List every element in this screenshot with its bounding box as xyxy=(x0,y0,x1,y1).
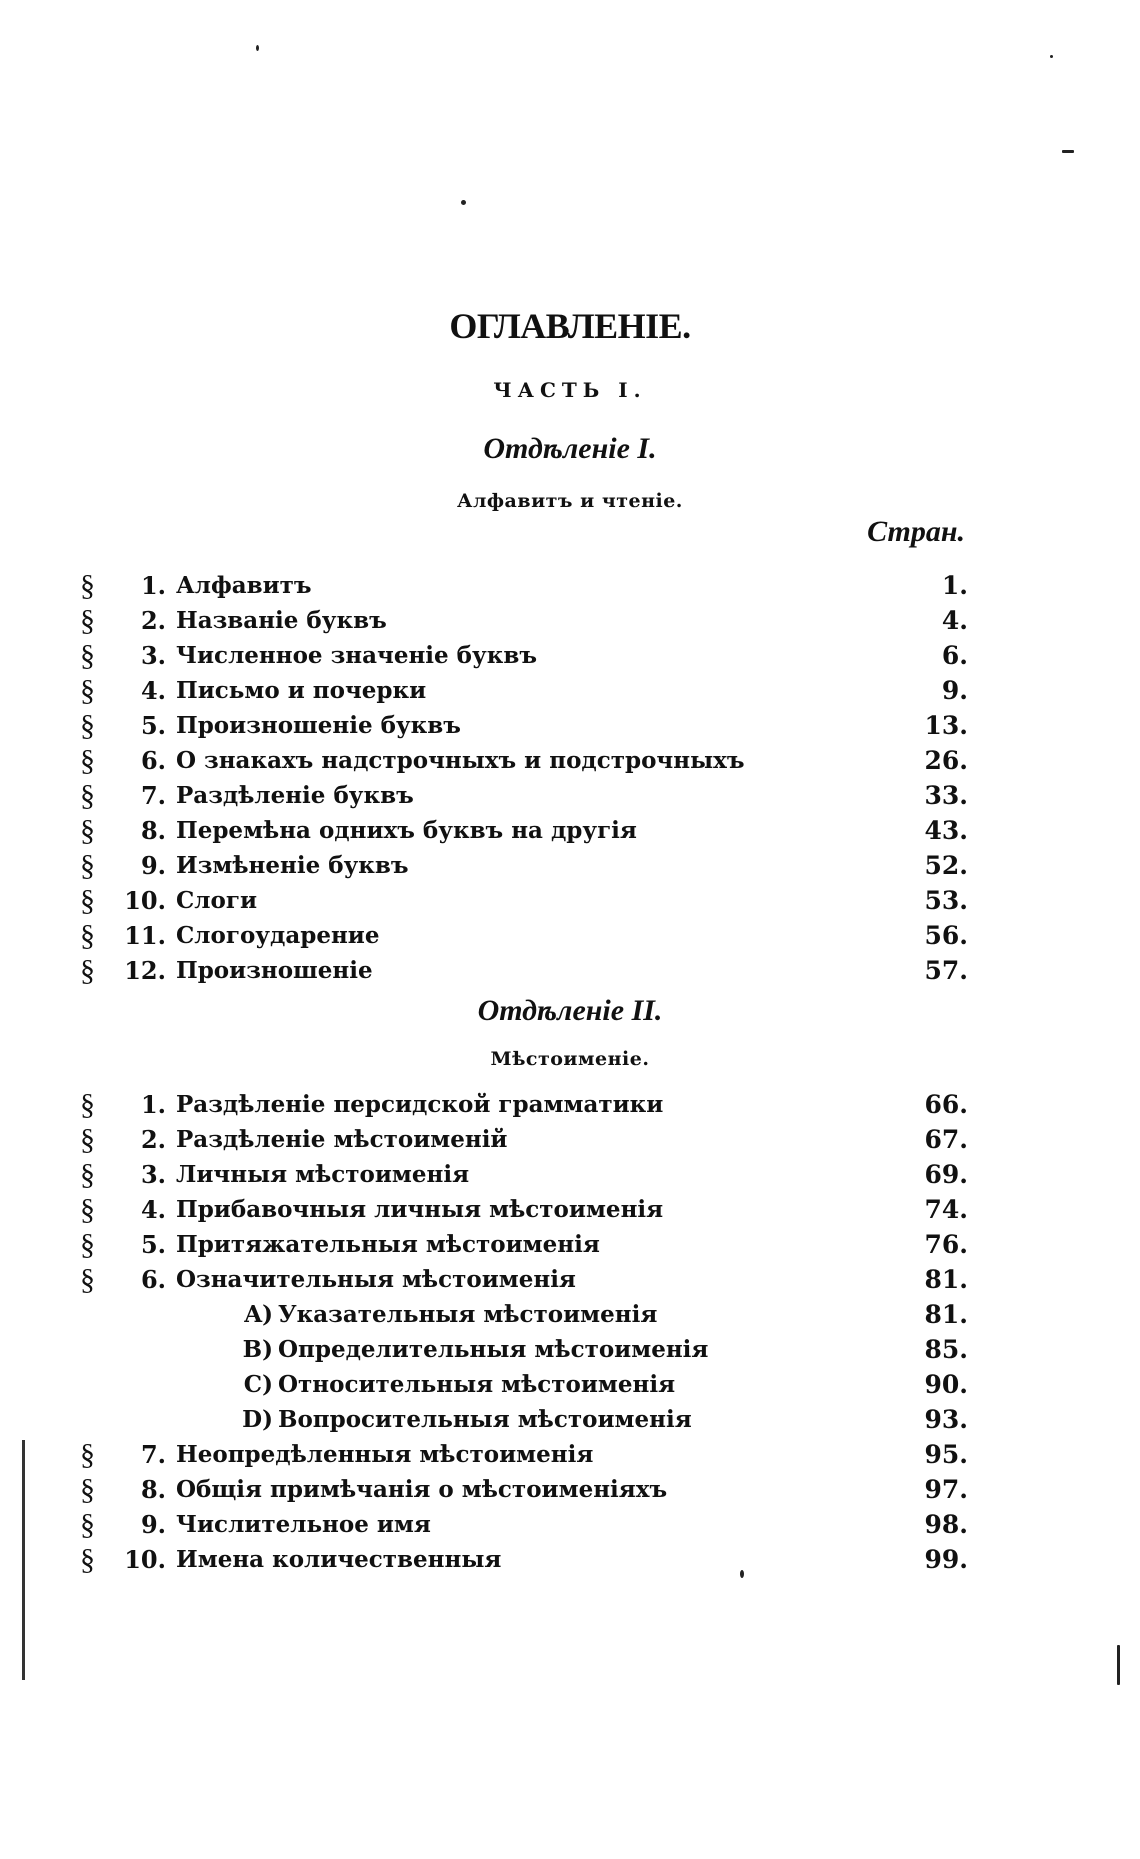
scan-speck xyxy=(740,1570,744,1578)
entry-title: Раздѣленіе буквъ xyxy=(176,782,414,809)
entry-number: 8. xyxy=(140,1475,166,1504)
toc-entry xyxy=(0,1262,1140,1297)
entry-title: Произношеніе xyxy=(176,957,373,984)
entry-title: Раздѣленіе персидской грамматики xyxy=(176,1091,664,1118)
scan-speck xyxy=(1062,150,1074,153)
page-title: ОГЛАВЛЕНІЕ. xyxy=(449,306,691,346)
entry-page-number: 81. xyxy=(924,1265,968,1294)
division-1-heading: Отдѣленіе I. xyxy=(483,432,657,465)
entry-number: 1. xyxy=(140,571,166,600)
scan-speck xyxy=(256,45,259,51)
toc-entry xyxy=(0,1402,1140,1437)
entry-title: Имена количественныя xyxy=(176,1546,502,1573)
entry-page-number: 13. xyxy=(924,711,968,740)
entry-page-number: 52. xyxy=(924,851,968,880)
section-sign: § xyxy=(80,814,95,847)
entry-number: 3. xyxy=(140,641,166,670)
toc-entry xyxy=(0,953,1140,988)
scan-speck xyxy=(1050,55,1053,58)
entry-page-number: 4. xyxy=(941,606,968,635)
toc-entry xyxy=(0,883,1140,918)
toc-entry xyxy=(0,1227,1140,1262)
entry-title: Числительное имя xyxy=(176,1511,431,1538)
entry-page-number: 95. xyxy=(924,1440,968,1469)
section-sign: § xyxy=(80,1123,95,1156)
subsection-letter: A) xyxy=(244,1301,273,1328)
entry-title: Названіе буквъ xyxy=(176,607,387,634)
section-sign: § xyxy=(80,1543,95,1576)
toc-entry xyxy=(0,918,1140,953)
entry-title: Общія примѣчанія о мѣстоименіяхъ xyxy=(176,1476,668,1503)
entry-title: Определительныя мѣстоименія xyxy=(278,1336,709,1363)
toc-entry xyxy=(0,603,1140,638)
toc-entry xyxy=(0,673,1140,708)
section-sign: § xyxy=(80,1193,95,1226)
entry-page-number: 26. xyxy=(924,746,968,775)
toc-entry xyxy=(0,1192,1140,1227)
entry-number: 1. xyxy=(140,1090,166,1119)
section-sign: § xyxy=(80,569,95,602)
entry-page-number: 93. xyxy=(924,1405,968,1434)
entry-title: Указательныя мѣстоименія xyxy=(278,1301,658,1328)
entry-title: Измѣненіе буквъ xyxy=(176,852,409,879)
entry-page-number: 67. xyxy=(924,1125,968,1154)
entry-number: 2. xyxy=(140,1125,166,1154)
entry-title: Вопросительныя мѣстоименія xyxy=(278,1406,692,1433)
toc-entry xyxy=(0,743,1140,778)
entry-page-number: 97. xyxy=(924,1475,968,1504)
section-sign: § xyxy=(80,1228,95,1261)
toc-entry xyxy=(0,813,1140,848)
entry-page-number: 57. xyxy=(924,956,968,985)
entry-title: Личныя мѣстоименія xyxy=(176,1161,470,1188)
division-2-subject: Мѣстоименіе. xyxy=(490,1048,650,1070)
subsection-letter: D) xyxy=(242,1406,273,1433)
section-sign: § xyxy=(80,604,95,637)
entry-title: Означительныя мѣстоименія xyxy=(176,1266,576,1293)
entry-title: Произношеніе буквъ xyxy=(176,712,461,739)
entry-number: 7. xyxy=(140,1440,166,1469)
entry-title: Прибавочныя личныя мѣстоименія xyxy=(176,1196,664,1223)
entry-page-number: 81. xyxy=(924,1300,968,1329)
toc-entry xyxy=(0,638,1140,673)
toc-entry xyxy=(0,778,1140,813)
section-sign: § xyxy=(80,919,95,952)
toc-entry xyxy=(0,1437,1140,1472)
section-sign: § xyxy=(80,1088,95,1121)
scan-speck xyxy=(1117,1645,1120,1685)
entry-number: 4. xyxy=(140,1195,166,1224)
entry-page-number: 1. xyxy=(941,571,968,600)
entry-page-number: 69. xyxy=(924,1160,968,1189)
entry-number: 10. xyxy=(124,886,166,915)
entry-number: 8. xyxy=(140,816,166,845)
entry-page-number: 6. xyxy=(941,641,968,670)
toc-entry xyxy=(0,1297,1140,1332)
division-1-subject: Алфавитъ и чтеніе. xyxy=(457,490,683,512)
toc-entry xyxy=(0,1332,1140,1367)
toc-entry xyxy=(0,1122,1140,1157)
entry-title: Письмо и почерки xyxy=(176,677,427,704)
toc-entry xyxy=(0,1542,1140,1577)
section-sign: § xyxy=(80,674,95,707)
entry-title: Притяжательныя мѣстоименія xyxy=(176,1231,600,1258)
entry-page-number: 33. xyxy=(924,781,968,810)
section-sign: § xyxy=(80,1263,95,1296)
entry-title: О знакахъ надстрочныхъ и подстрочныхъ xyxy=(176,747,745,774)
entry-number: 4. xyxy=(140,676,166,705)
division-2-toc xyxy=(0,1087,1140,1577)
subsection-letter: B) xyxy=(242,1336,273,1363)
section-sign: § xyxy=(80,954,95,987)
entry-title: Слогоударение xyxy=(176,922,380,949)
entry-page-number: 43. xyxy=(924,816,968,845)
subsection-letter: C) xyxy=(243,1371,273,1398)
entry-number: 5. xyxy=(140,1230,166,1259)
entry-title: Алфавитъ xyxy=(176,572,312,599)
entry-title: Неопредѣленныя мѣстоименія xyxy=(176,1441,594,1468)
section-sign: § xyxy=(80,744,95,777)
entry-title: Перемѣна однихъ буквъ на другія xyxy=(176,817,637,844)
scan-edge-line xyxy=(22,1440,25,1680)
entry-page-number: 98. xyxy=(924,1510,968,1539)
toc-entry xyxy=(0,1367,1140,1402)
entry-title: Численное значеніе буквъ xyxy=(176,642,537,669)
division-1-toc xyxy=(0,568,1140,988)
entry-page-number: 90. xyxy=(924,1370,968,1399)
toc-entry xyxy=(0,1507,1140,1542)
section-sign: § xyxy=(80,779,95,812)
entry-number: 9. xyxy=(140,1510,166,1539)
entry-title: Слоги xyxy=(176,887,258,914)
entry-number: 6. xyxy=(140,746,166,775)
entry-page-number: 9. xyxy=(941,676,968,705)
entry-number: 2. xyxy=(140,606,166,635)
entry-number: 9. xyxy=(140,851,166,880)
entry-number: 10. xyxy=(124,1545,166,1574)
part-heading: ЧАСТЬ I. xyxy=(493,378,647,402)
entry-number: 11. xyxy=(124,921,166,950)
division-2-heading: Отдѣленіе II. xyxy=(477,994,663,1027)
entry-number: 3. xyxy=(140,1160,166,1189)
entry-page-number: 85. xyxy=(924,1335,968,1364)
entry-page-number: 99. xyxy=(924,1545,968,1574)
scan-speck xyxy=(461,200,466,205)
entry-page-number: 76. xyxy=(924,1230,968,1259)
section-sign: § xyxy=(80,1473,95,1506)
section-sign: § xyxy=(80,709,95,742)
toc-entry xyxy=(0,848,1140,883)
toc-entry xyxy=(0,1157,1140,1192)
entry-number: 7. xyxy=(140,781,166,810)
section-sign: § xyxy=(80,1438,95,1471)
entry-title: Относительныя мѣстоименія xyxy=(278,1371,676,1398)
entry-title: Раздѣленіе мѣстоименій xyxy=(176,1126,508,1153)
toc-entry xyxy=(0,1087,1140,1122)
section-sign: § xyxy=(80,1508,95,1541)
page-column-header: Стран. xyxy=(867,515,965,548)
entry-number: 5. xyxy=(140,711,166,740)
entry-page-number: 56. xyxy=(924,921,968,950)
entry-page-number: 74. xyxy=(924,1195,968,1224)
entry-page-number: 53. xyxy=(924,886,968,915)
entry-number: 12. xyxy=(124,956,166,985)
section-sign: § xyxy=(80,639,95,672)
section-sign: § xyxy=(80,1158,95,1191)
entry-page-number: 66. xyxy=(924,1090,968,1119)
section-sign: § xyxy=(80,849,95,882)
toc-entry xyxy=(0,708,1140,743)
section-sign: § xyxy=(80,884,95,917)
toc-entry xyxy=(0,568,1140,603)
toc-entry xyxy=(0,1472,1140,1507)
entry-number: 6. xyxy=(140,1265,166,1294)
